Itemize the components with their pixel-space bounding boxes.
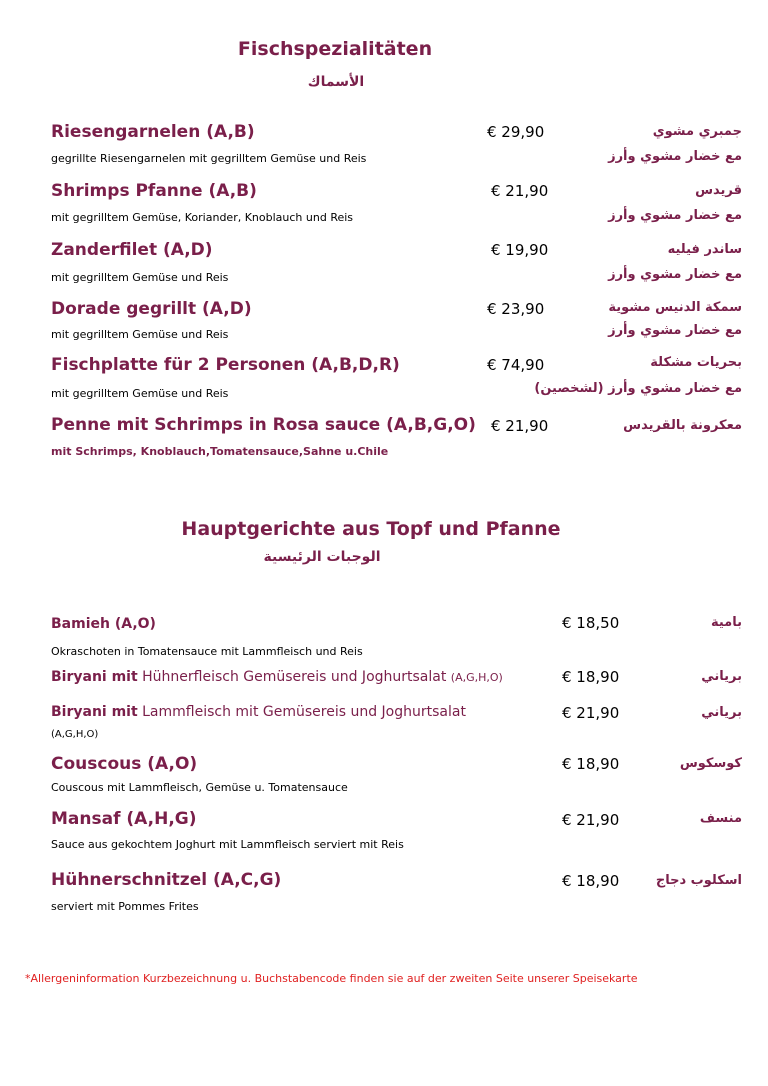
fisch-section-title: Fischspezialitäten <box>237 38 433 60</box>
menu-item-price: € 21,90 <box>491 417 549 435</box>
haupt-section-title-ar: الوجبات الرئيسية <box>263 549 381 565</box>
haupt-section-title: Hauptgerichte aus Topf und Pfanne <box>181 518 561 540</box>
menu-item-price: € 29,90 <box>487 123 545 141</box>
menu-item-name <box>51 669 503 685</box>
menu-item-name: Zanderfilet (A,D) <box>51 240 213 260</box>
menu-item-name: Fischplatte für 2 Personen (A,B,D,R) <box>51 355 400 375</box>
allergen-footnote: *Allergeninformation Kurzbezeichnung u. Buchstabencode finden sie auf der zweiten Seite unserer Speisekarte <box>25 972 638 985</box>
menu-item-price: € 18,50 <box>562 614 620 632</box>
menu-item-desc-ar: مع خضار مشوي وأرز <box>608 267 742 282</box>
menu-item-name-ar: معكرونة بالقريدس <box>623 418 742 433</box>
menu-item-name-lead: Biryani mit <box>51 669 138 685</box>
menu-item-price: € 21,90 <box>491 182 549 200</box>
menu-item-name: Mansaf (A,H,G) <box>51 809 197 829</box>
menu-item-name <box>51 704 466 720</box>
menu-item-name: Riesengarnelen (A,B) <box>51 122 255 142</box>
menu-item-name-ar: اسكلوب دجاج <box>655 873 742 888</box>
menu-item-name-rest: Lammfleisch mit Gemüsereis und Joghurtsalat <box>142 704 466 720</box>
menu-item-desc: Sauce aus gekochtem Joghurt mit Lammfleisch serviert mit Reis <box>51 838 404 851</box>
menu-item-desc-ar: مع خضار مشوي وأرز <box>608 323 742 338</box>
menu-item-name: Couscous (A,O) <box>51 754 198 774</box>
menu-item-desc: mit gegrilltem Gemüse und Reis <box>51 328 229 341</box>
menu-item-price: € 23,90 <box>487 300 545 318</box>
menu-item-name: Bamieh (A,O) <box>51 616 156 632</box>
menu-item-price: € 21,90 <box>562 704 620 722</box>
menu-item-name-ar: بحريات مشكلة <box>650 355 742 370</box>
menu-item-name-ar: بامية <box>710 615 742 630</box>
menu-item-desc-ar: مع خضار مشوي وأرز <box>608 149 742 164</box>
menu-item-desc: mit gegrilltem Gemüse und Reis <box>51 271 229 284</box>
menu-item-name-ar: جمبري مشوي <box>652 124 742 139</box>
menu-item-allergens: (A,G,H,O) <box>51 729 99 740</box>
menu-item-name: Penne mit Schrimps in Rosa sauce (A,B,G,O) <box>51 415 476 435</box>
menu-item-price: € 74,90 <box>487 356 545 374</box>
menu-item-desc-ar: مع خضار مشوي وأرز <box>608 208 742 223</box>
menu-item-name: Hühnerschnitzel (A,C,G) <box>51 870 282 890</box>
menu-item-price: € 18,90 <box>562 755 620 773</box>
fisch-section-title-ar: الأسماك <box>307 74 365 90</box>
menu-item-name-ar: منسف <box>699 811 742 826</box>
menu-item-desc-ar: مع خضار مشوي وأرز (لشخصين) <box>534 381 742 396</box>
menu-item-name-ar: برياني <box>701 669 742 684</box>
menu-item-name: Dorade gegrillt (A,D) <box>51 299 252 319</box>
menu-item-desc: Okraschoten in Tomatensauce mit Lammfleisch und Reis <box>51 645 363 658</box>
menu-item-desc: gegrillte Riesengarnelen mit gegrilltem Gemüse und Reis <box>51 152 367 165</box>
menu-item-desc: serviert mit Pommes Frites <box>51 900 199 913</box>
menu-item-name-lead: Biryani mit <box>51 704 138 720</box>
menu-item-price: € 18,90 <box>562 668 620 686</box>
menu-item-price: € 19,90 <box>491 241 549 259</box>
menu-item-name-rest: Hühnerfleisch Gemüsereis und Joghurtsalat <box>142 669 447 685</box>
menu-item-name: Shrimps Pfanne (A,B) <box>51 181 257 201</box>
menu-item-desc: Couscous mit Lammfleisch, Gemüse u. Tomatensauce <box>51 781 348 794</box>
menu-item-name-ar: قريدس <box>695 183 742 198</box>
menu-item-name-ar: برياني <box>701 705 742 720</box>
menu-item-desc: mit Schrimps, Knoblauch,Tomatensauce,Sahne u.Chile <box>51 445 389 458</box>
menu-item-price: € 21,90 <box>562 811 620 829</box>
menu-item-desc: mit gegrilltem Gemüse, Koriander, Knoblauch und Reis <box>51 211 354 224</box>
menu-item-name-ar: سمكة الدنيس مشوية <box>608 300 742 315</box>
menu-item-price: € 18,90 <box>562 872 620 890</box>
menu-item-allergens: (A,G,H,O) <box>450 671 503 684</box>
menu-item-name-ar: كوسكوس <box>679 756 742 771</box>
menu-item-desc: mit gegrilltem Gemüse und Reis <box>51 387 229 400</box>
menu-item-name-ar: ساندر فيليه <box>667 242 742 257</box>
